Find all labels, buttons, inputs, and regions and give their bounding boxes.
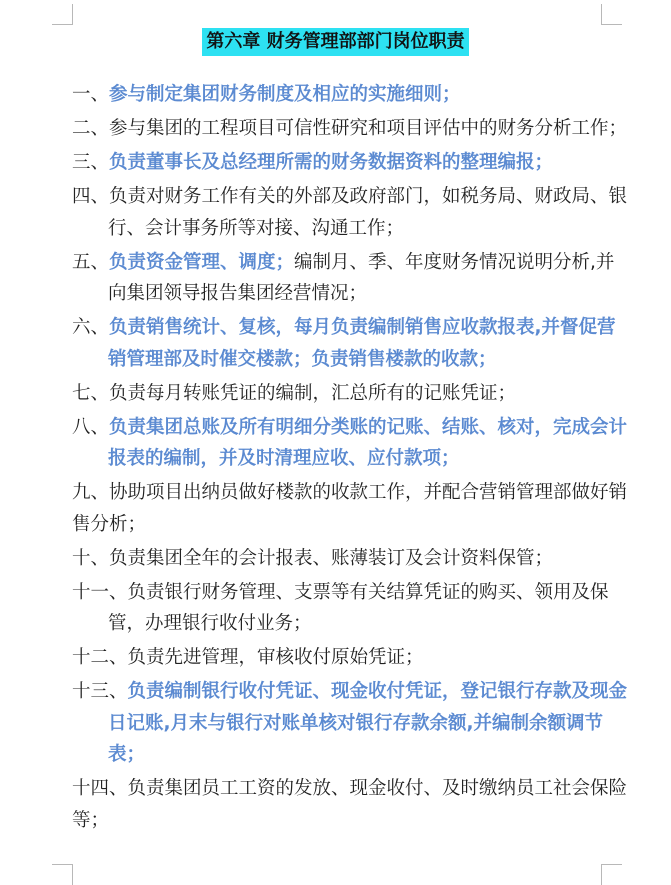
list-item bbox=[72, 147, 632, 179]
item-number: 四、 bbox=[72, 186, 110, 207]
item-text: 编制月、季、年度财务情况说明分析,并向集团领导报告集团经营情况； bbox=[108, 251, 615, 304]
list-item bbox=[72, 412, 632, 475]
list-item bbox=[72, 79, 632, 111]
crop-mark-top-left bbox=[52, 4, 73, 25]
item-number: 十二、 bbox=[72, 647, 128, 668]
item-number: 九、 bbox=[72, 482, 110, 503]
title-block bbox=[0, 28, 671, 56]
list-item bbox=[72, 181, 632, 244]
crop-mark-bottom-right bbox=[601, 864, 622, 885]
item-text: 负责每月转账凭证的编制，汇总所有的记账凭证； bbox=[109, 382, 517, 404]
item-text: 负责集团全年的会计报表、账薄装订及会计资料保管； bbox=[109, 547, 554, 569]
crop-mark-bottom-left bbox=[52, 864, 73, 885]
item-text: 负责银行财务管理、支票等有关结算凭证的购买、领用及保管，办理银行收付业务； bbox=[108, 581, 609, 634]
item-text: 参与集团的工程项目可信性研究和项目评估中的财务分析工作； bbox=[109, 118, 628, 139]
item-number: 五、 bbox=[72, 251, 110, 273]
list-item bbox=[72, 642, 632, 674]
item-highlight: 负责资金管理、调度； bbox=[109, 251, 295, 273]
item-number: 十、 bbox=[72, 547, 110, 569]
item-number: 六、 bbox=[72, 317, 110, 338]
list-item bbox=[72, 773, 632, 836]
item-number: 十四、 bbox=[72, 778, 128, 799]
item-number: 十三、 bbox=[72, 681, 128, 702]
item-highlight: 负责集团总账及所有明细分类账的记账、结账、核对，完成会计报表的编制，并及时清理应收、应付款项； bbox=[108, 416, 628, 469]
list-item bbox=[72, 543, 632, 575]
item-number: 十一、 bbox=[72, 581, 128, 603]
list-item bbox=[72, 378, 632, 410]
item-text: 负责集团员工工资的发放、现金收付、及时缴纳员工社会保险等； bbox=[72, 778, 628, 831]
item-text: 负责对财务工作有关的外部及政府部门，如税务局、财政局、银行、会计事务所等对接、沟通工作； bbox=[108, 186, 628, 239]
duty-list bbox=[72, 79, 632, 839]
list-item bbox=[72, 477, 632, 540]
list-item bbox=[72, 676, 632, 771]
item-text: 协助项目出纳员做好楼款的收款工作，并配合营销管理部做好销售分析； bbox=[72, 482, 628, 535]
list-item bbox=[72, 113, 632, 145]
item-number: 二、 bbox=[72, 118, 110, 139]
item-highlight: 负责编制银行收付凭证、现金收付凭证，登记银行存款及现金日记账,月末与银行对账单核对银行存款余额,并编制余额调节表； bbox=[108, 681, 628, 765]
item-number: 一、 bbox=[72, 84, 110, 105]
item-highlight: 参与制定集团财务制度及相应的实施细则； bbox=[109, 84, 461, 105]
item-number: 八、 bbox=[72, 416, 110, 438]
item-number: 七、 bbox=[72, 382, 110, 404]
page-title: 第六章 财务管理部部门岗位职责 bbox=[202, 28, 468, 56]
list-item bbox=[72, 577, 632, 640]
item-text: 负责先进管理，审核收付原始凭证； bbox=[127, 647, 424, 668]
item-number: 三、 bbox=[72, 152, 110, 173]
crop-mark-top-right bbox=[601, 4, 622, 25]
list-item bbox=[72, 247, 632, 310]
list-item bbox=[72, 312, 632, 375]
item-highlight: 负责销售统计、复核，每月负责编制销售应收款报表,并督促营销管理部及时催交楼款；负责销售楼款的收款； bbox=[108, 317, 616, 370]
item-highlight: 负责董事长及总经理所需的财务数据资料的整理编报； bbox=[109, 152, 554, 173]
